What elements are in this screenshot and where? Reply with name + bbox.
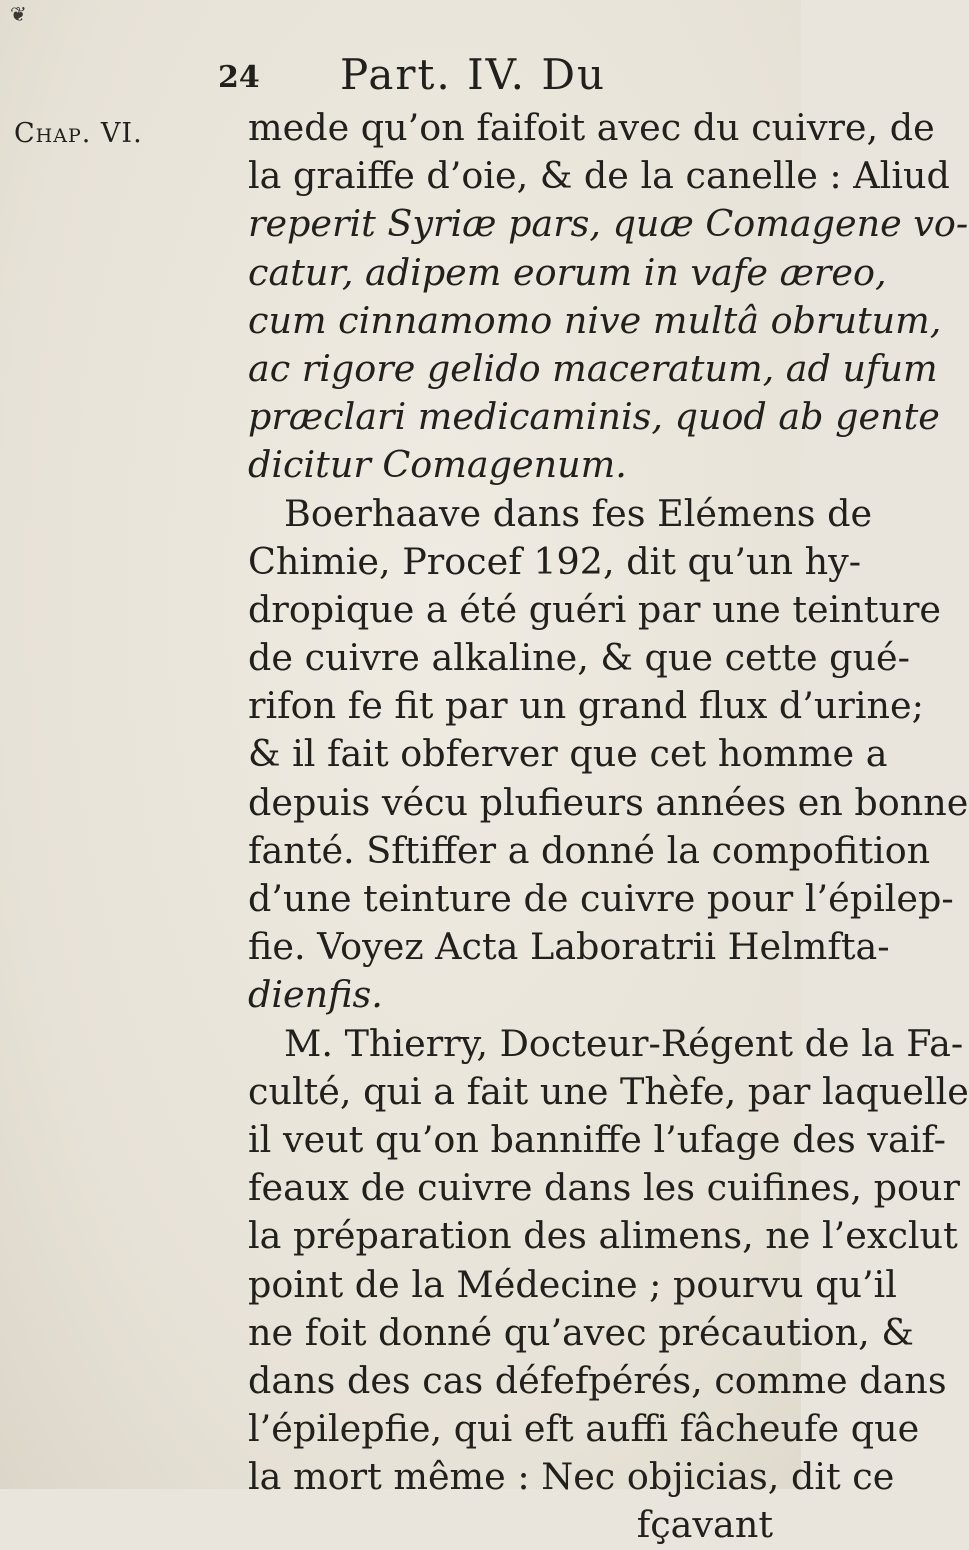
chapter-margin-note: Chap. VI. <box>14 118 143 149</box>
text-line: ac rigore gelido maceratum, ad ufum <box>248 346 938 390</box>
text-line: de cuivre alkaline, & que cette gué- <box>248 636 910 680</box>
text-line: catur, adipem eorum in vafe æreo, <box>248 250 887 294</box>
text-line: Chimie, Procef 192, dit qu’un hy- <box>248 539 862 583</box>
text-line: la préparation des alimens, ne l’exclut <box>248 1214 958 1258</box>
text-line: cum cinnamomo nive multâ obrutum, <box>248 298 942 342</box>
text-line: Boerhaave dans fes Elémens de <box>284 491 873 535</box>
text-line: dienfis. <box>248 973 383 1017</box>
running-title: Part. IV. Du <box>340 50 607 99</box>
page-number: 24 <box>218 60 260 95</box>
text-line: mede qu’on faifoit avec du cuivre, de <box>248 106 935 149</box>
body-text <box>248 104 969 1550</box>
text-line: depuis vécu plufieurs années en bonne <box>248 780 969 824</box>
text-line: l’épilepfie, qui eft auffi fâcheufe que <box>248 1407 920 1451</box>
text-line: fanté. Sftiffer a donné la compofition <box>248 828 931 872</box>
text-line: ne foit donné qu’avec précaution, & <box>248 1310 914 1354</box>
text-line: fie. Voyez Acta Laboratrii Helmfta- <box>248 925 890 969</box>
text-line: dans des cas défefpérés, comme dans <box>248 1358 947 1402</box>
text-line: M. Thierry, Docteur-Régent de la Fa- <box>284 1021 964 1065</box>
text-line: point de la Médecine ; pourvu qu’il <box>248 1262 897 1306</box>
text-line: rifon fe fit par un grand flux d’urine; <box>248 684 924 728</box>
text-line: feaux de cuivre dans les cuifines, pour <box>248 1166 960 1210</box>
text-line: d’une teinture de cuivre pour l’épilep- <box>248 877 954 920</box>
text-line: la mort même : Nec objicias, dit ce <box>248 1455 895 1499</box>
text-line: dropique a été guéri par une teinture <box>248 587 942 631</box>
text-line: reperit Syriæ pars, quæ Comagene vo- <box>248 202 969 246</box>
corner-mark-decorative: ❦ <box>10 2 27 26</box>
text-line: dicitur Comagenum. <box>248 443 627 487</box>
text-line: culté, qui a fait une Thèfe, par laquelle <box>248 1069 969 1113</box>
text-line: & il fait obferver que cet homme a <box>248 732 888 776</box>
text-line: la graiffe d’oie, & de la canelle : Aliud <box>248 154 950 198</box>
catchword: fçavant <box>636 1503 773 1547</box>
text-line: il veut qu’on banniffe l’ufage des vaif- <box>248 1117 946 1161</box>
text-line: præclari medicaminis, quod ab gente <box>248 395 940 439</box>
